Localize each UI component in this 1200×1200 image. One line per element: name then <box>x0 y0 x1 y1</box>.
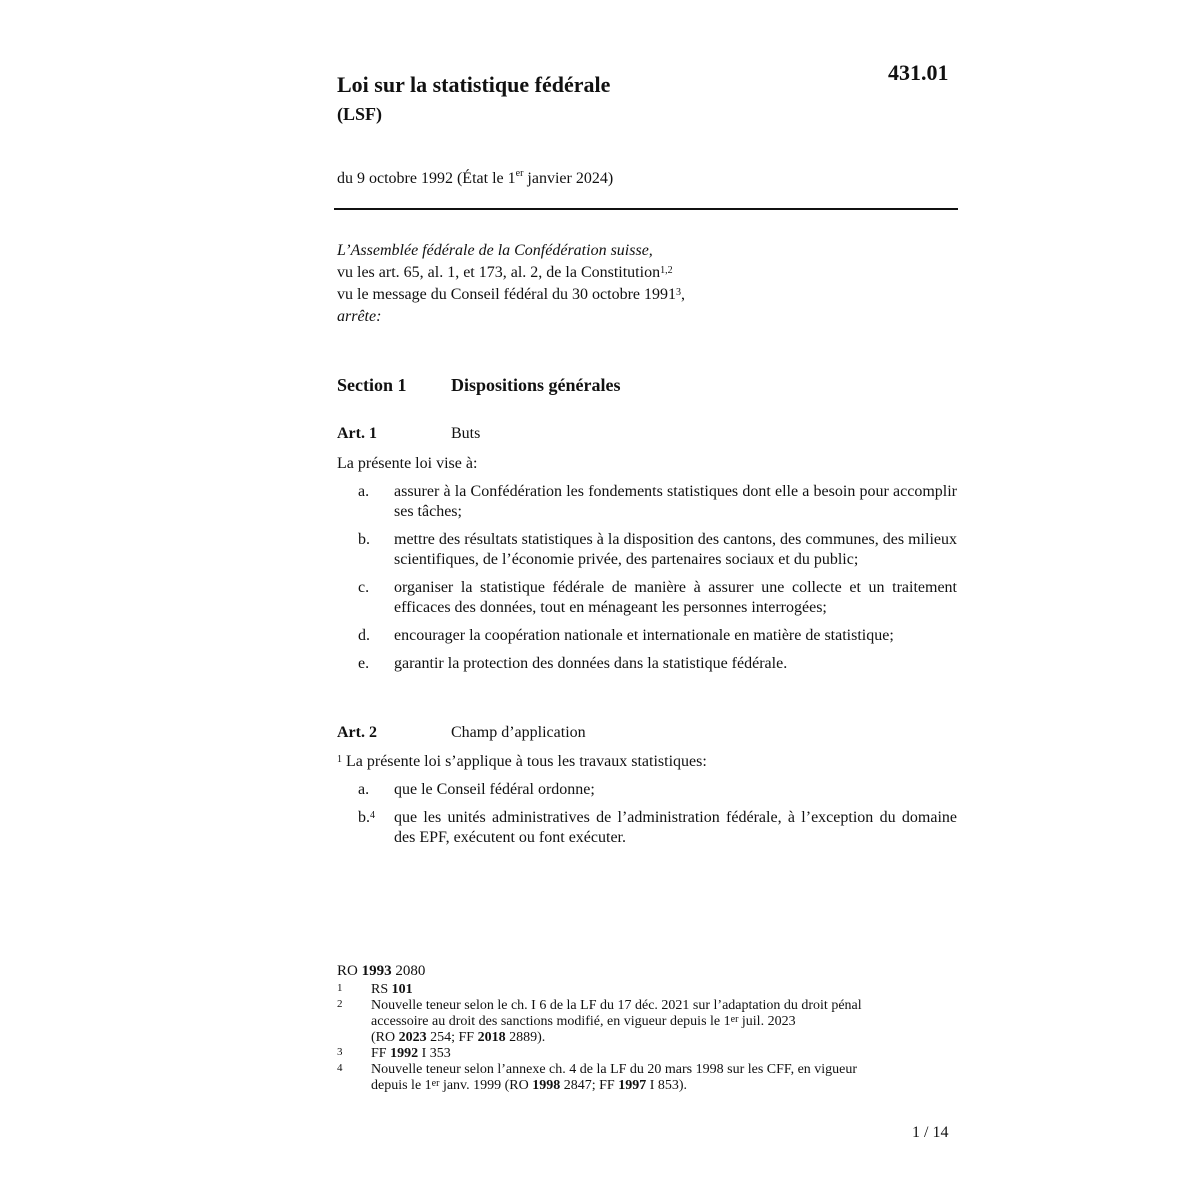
header-divider <box>334 208 958 210</box>
article-label: Art. 2 <box>337 724 377 741</box>
list-item: a. assurer à la Confédération les fondements statistiques dont elle a besoin pour accomplir ses tâches; <box>358 483 957 520</box>
list-item: b. mettre des résultats statistiques à la disposition des cantons, des communes, des milieux scientifiques, de l’économie privée, des partenaires sociaux et du public; <box>358 531 957 568</box>
law-title: Loi sur la statistique fédérale <box>337 72 611 97</box>
article-2-heading <box>337 724 586 742</box>
law-abbreviation: (LSF) <box>337 104 382 124</box>
list-item: b.$^4$ que les unités administratives de l’administration fédérale, à l’exception du domaine des EPF, exécutent ou font exécuter. <box>358 809 957 846</box>
preamble-constitution: vu les art. 65, al. 1, et 173, al. 2, de la Constitution$^{1,2}$ <box>337 264 673 281</box>
footnote-ref[interactable]: 3 <box>676 287 682 298</box>
list-item: e. garantir la protection des données dans la statistique fédérale. <box>358 655 788 672</box>
ro-reference: RO 1993 2080 <box>337 963 426 979</box>
article-2-list <box>337 780 957 856</box>
section-heading <box>337 375 621 396</box>
list-item: d. encourager la coopération nationale et internationale en matière de statistique; <box>358 627 894 644</box>
section-label: Section 1 <box>337 375 407 395</box>
footnote-ref[interactable]: 1,2 <box>660 265 673 276</box>
footnote-ref[interactable]: 4 <box>370 810 375 821</box>
list-item: c. organiser la statistique fédérale de manière à assurer une collecte et un traitement efficaces des données, tout en ménageant les personnes interrogées; <box>358 579 957 616</box>
preamble-decree: arrête: <box>337 308 382 325</box>
preamble <box>337 240 957 328</box>
footnote: 1 RS 101 <box>337 982 413 997</box>
article-1-list <box>337 482 957 682</box>
article-title: Buts <box>451 425 481 442</box>
article-1-intro: La présente loi vise à: <box>337 455 478 472</box>
article-2-intro: $^1$ La présente loi s’applique à tous les travaux statistiques: <box>337 753 707 770</box>
article-title: Champ d’application <box>451 724 586 741</box>
page-number: 1 / 14 <box>912 1124 949 1141</box>
footnote: 3 FF 1992 I 353 <box>337 1046 451 1061</box>
footnote: 4 Nouvelle teneur selon l’annexe ch. 4 de la LF du 20 mars 1998 sur les CFF, en vigueur depuis le 1er janv. 1999 (RO 1998 2847; FF 1997 I 853). <box>337 1062 858 1093</box>
section-title: Dispositions générales <box>451 375 621 395</box>
law-number: 431.01 <box>888 60 949 85</box>
preamble-assembly: L’Assemblée fédérale de la Confédération suisse, <box>337 242 653 259</box>
preamble-message: vu le message du Conseil fédéral du 30 octobre 1991$^3$, <box>337 286 686 303</box>
footnotes <box>337 962 957 1094</box>
law-date: du 9 octobre 1992 (État le 1er janvier 2024) <box>337 168 614 187</box>
footnote: 2 Nouvelle teneur selon le ch. I 6 de la LF du 17 déc. 2021 sur l’adaptation du droit pénal accessoire au droit des sanctions modifié, en vigueur depuis le 1er juil. 2023 (RO 2023 254; FF 2018 2889). <box>337 998 862 1045</box>
article-label: Art. 1 <box>337 425 377 442</box>
list-item: a. que le Conseil fédéral ordonne; <box>358 781 595 798</box>
article-1-heading <box>337 425 481 443</box>
